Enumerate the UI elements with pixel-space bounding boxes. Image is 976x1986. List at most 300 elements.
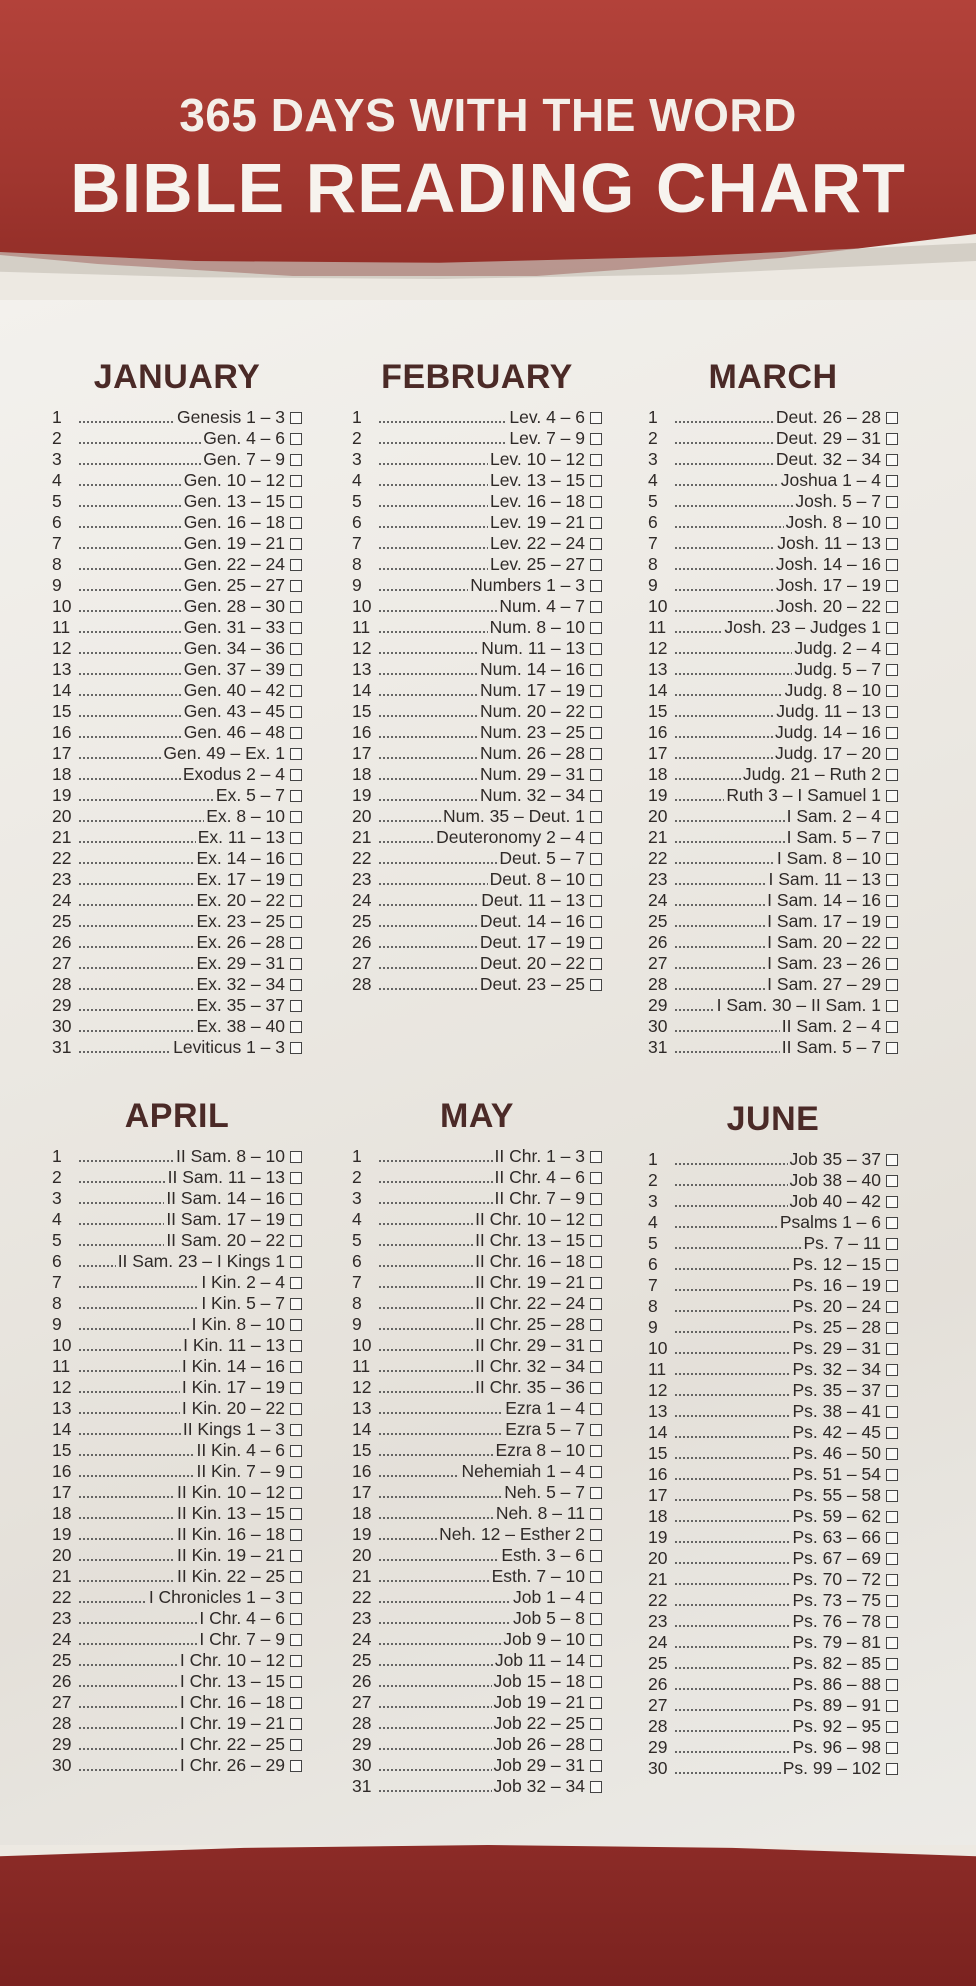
completion-checkbox[interactable]: [886, 1679, 898, 1691]
day-number: 6: [352, 512, 362, 532]
completion-checkbox[interactable]: [886, 538, 898, 550]
reading-row: [52, 1629, 302, 1650]
scripture-reference: Ex. 26 – 28: [196, 932, 285, 952]
day-number: 2: [648, 1170, 658, 1190]
completion-checkbox[interactable]: [290, 1000, 302, 1012]
completion-checkbox[interactable]: [290, 1529, 302, 1541]
scripture-reference: I Sam. 11 – 13: [768, 869, 881, 889]
completion-checkbox[interactable]: [886, 475, 898, 487]
completion-checkbox[interactable]: [590, 769, 602, 781]
completion-checkbox[interactable]: [590, 937, 602, 949]
completion-checkbox[interactable]: [590, 1550, 602, 1562]
completion-checkbox[interactable]: [590, 1676, 602, 1688]
scripture-reference: I Sam. 23 – 26: [767, 953, 881, 973]
day-number: 1: [352, 407, 362, 427]
completion-checkbox[interactable]: [290, 1042, 302, 1054]
completion-checkbox[interactable]: [290, 811, 302, 823]
completion-checkbox[interactable]: [886, 1217, 898, 1229]
reading-row: [648, 1569, 898, 1590]
completion-checkbox[interactable]: [290, 916, 302, 928]
completion-checkbox[interactable]: [886, 433, 898, 445]
completion-checkbox[interactable]: [886, 874, 898, 886]
scripture-reference: Ps. 67 – 69: [792, 1548, 881, 1568]
completion-checkbox[interactable]: [290, 832, 302, 844]
completion-checkbox[interactable]: [590, 706, 602, 718]
reading-row: [352, 1776, 602, 1797]
completion-checkbox[interactable]: [290, 727, 302, 739]
scripture-reference: Judg. 11 – 13: [776, 701, 881, 721]
day-number: 5: [52, 491, 62, 511]
completion-checkbox[interactable]: [290, 559, 302, 571]
scripture-reference: Deut. 14 – 16: [479, 911, 585, 931]
day-number: 3: [352, 449, 362, 469]
completion-checkbox[interactable]: [590, 1739, 602, 1751]
completion-checkbox[interactable]: [590, 1718, 602, 1730]
completion-checkbox[interactable]: [886, 1721, 898, 1733]
completion-checkbox[interactable]: [886, 1742, 898, 1754]
reading-row: [52, 932, 302, 953]
reading-row: [52, 1356, 302, 1377]
day-number: 16: [52, 1461, 72, 1481]
completion-checkbox[interactable]: [886, 1042, 898, 1054]
day-number: 1: [648, 1149, 658, 1169]
completion-checkbox[interactable]: [590, 748, 602, 760]
dot-leader: [674, 925, 765, 927]
completion-checkbox[interactable]: [886, 1700, 898, 1712]
completion-checkbox[interactable]: [590, 832, 602, 844]
completion-checkbox[interactable]: [886, 1595, 898, 1607]
completion-checkbox[interactable]: [590, 1781, 602, 1793]
reading-row: [352, 1293, 602, 1314]
day-number: 19: [352, 1524, 372, 1544]
day-number: 6: [648, 512, 658, 532]
completion-checkbox[interactable]: [290, 517, 302, 529]
day-number: 22: [52, 848, 72, 868]
completion-checkbox[interactable]: [290, 1739, 302, 1751]
day-number: 7: [352, 1272, 362, 1292]
completion-checkbox[interactable]: [290, 1466, 302, 1478]
completion-checkbox[interactable]: [886, 748, 898, 760]
reading-row: [52, 1650, 302, 1671]
reading-row: [352, 491, 602, 512]
completion-checkbox[interactable]: [290, 433, 302, 445]
completion-checkbox[interactable]: [290, 1676, 302, 1688]
reading-row: [52, 995, 302, 1016]
day-number: 19: [52, 785, 72, 805]
completion-checkbox[interactable]: [886, 1469, 898, 1481]
completion-checkbox[interactable]: [886, 1637, 898, 1649]
dot-leader: [78, 1181, 166, 1183]
completion-checkbox[interactable]: [886, 1427, 898, 1439]
scripture-reference: II Kin. 16 – 18: [177, 1524, 285, 1544]
completion-checkbox[interactable]: [590, 580, 602, 592]
day-number: 18: [352, 764, 372, 784]
completion-checkbox[interactable]: [290, 1508, 302, 1520]
reading-row: [52, 743, 302, 764]
reading-row: [352, 1251, 602, 1272]
dot-leader: [378, 841, 434, 843]
completion-checkbox[interactable]: [290, 1445, 302, 1457]
dot-leader: [378, 1433, 503, 1435]
dot-leader: [78, 1265, 116, 1267]
completion-checkbox[interactable]: [290, 1021, 302, 1033]
day-number: 27: [648, 953, 668, 973]
completion-checkbox[interactable]: [290, 1697, 302, 1709]
reading-row: [352, 869, 602, 890]
scripture-reference: Lev. 13 – 15: [489, 470, 585, 490]
completion-checkbox[interactable]: [590, 475, 602, 487]
completion-checkbox[interactable]: [886, 1238, 898, 1250]
dot-leader: [378, 1328, 473, 1330]
day-number: 7: [52, 533, 62, 553]
completion-checkbox[interactable]: [886, 454, 898, 466]
scripture-reference: Ex. 38 – 40: [196, 1016, 285, 1036]
completion-checkbox[interactable]: [886, 496, 898, 508]
completion-checkbox[interactable]: [886, 1574, 898, 1586]
scripture-reference: Judg. 5 – 7: [794, 659, 881, 679]
completion-checkbox[interactable]: [886, 559, 898, 571]
completion-checkbox[interactable]: [590, 538, 602, 550]
completion-checkbox[interactable]: [590, 1529, 602, 1541]
completion-checkbox[interactable]: [590, 1655, 602, 1667]
completion-checkbox[interactable]: [886, 916, 898, 928]
completion-checkbox[interactable]: [290, 643, 302, 655]
completion-checkbox[interactable]: [290, 1340, 302, 1352]
completion-checkbox[interactable]: [290, 1193, 302, 1205]
day-number: 8: [648, 554, 658, 574]
scripture-reference: I Sam. 5 – 7: [786, 827, 881, 847]
completion-checkbox[interactable]: [590, 853, 602, 865]
completion-checkbox[interactable]: [590, 1445, 602, 1457]
day-number: 17: [648, 743, 668, 763]
completion-checkbox[interactable]: [290, 1592, 302, 1604]
completion-checkbox[interactable]: [590, 874, 602, 886]
completion-checkbox[interactable]: [290, 1634, 302, 1646]
reading-row: [52, 785, 302, 806]
completion-checkbox[interactable]: [886, 958, 898, 970]
completion-checkbox[interactable]: [886, 1021, 898, 1033]
completion-checkbox[interactable]: [590, 1214, 602, 1226]
scripture-reference: Job 5 – 8: [513, 1608, 585, 1628]
scripture-reference: Josh. 11 – 13: [777, 533, 881, 553]
completion-checkbox[interactable]: [886, 412, 898, 424]
reading-row: [352, 1188, 602, 1209]
scripture-reference: Ps. 63 – 66: [792, 1527, 881, 1547]
completion-checkbox[interactable]: [886, 1406, 898, 1418]
completion-checkbox[interactable]: [886, 622, 898, 634]
reading-row: [52, 1016, 302, 1037]
dot-leader: [378, 526, 488, 528]
completion-checkbox[interactable]: [886, 1616, 898, 1628]
completion-checkbox[interactable]: [290, 580, 302, 592]
completion-checkbox[interactable]: [290, 1571, 302, 1583]
completion-checkbox[interactable]: [886, 1364, 898, 1376]
reading-row: [352, 1398, 602, 1419]
completion-checkbox[interactable]: [590, 1172, 602, 1184]
completion-checkbox[interactable]: [886, 937, 898, 949]
reading-row: [648, 1632, 898, 1653]
completion-checkbox[interactable]: [290, 1655, 302, 1667]
completion-checkbox[interactable]: [290, 1256, 302, 1268]
completion-checkbox[interactable]: [886, 1532, 898, 1544]
completion-checkbox[interactable]: [590, 1193, 602, 1205]
completion-checkbox[interactable]: [290, 1151, 302, 1163]
day-number: 16: [52, 722, 72, 742]
completion-checkbox[interactable]: [590, 916, 602, 928]
completion-checkbox[interactable]: [886, 979, 898, 991]
month-title: MARCH: [708, 358, 838, 396]
reading-row: [352, 1230, 602, 1251]
completion-checkbox[interactable]: [886, 643, 898, 655]
completion-checkbox[interactable]: [590, 1382, 602, 1394]
day-number: 20: [352, 1545, 372, 1565]
completion-checkbox[interactable]: [290, 1214, 302, 1226]
scripture-reference: I Chr. 19 – 21: [179, 1713, 285, 1733]
day-number: 19: [352, 785, 372, 805]
completion-checkbox[interactable]: [886, 832, 898, 844]
dot-leader: [378, 568, 488, 570]
completion-checkbox[interactable]: [590, 1340, 602, 1352]
completion-checkbox[interactable]: [886, 1280, 898, 1292]
reading-row: [352, 974, 602, 995]
scripture-reference: Gen. 7 – 9: [203, 449, 285, 469]
completion-checkbox[interactable]: [290, 1550, 302, 1562]
completion-checkbox[interactable]: [290, 853, 302, 865]
day-number: 20: [648, 806, 668, 826]
completion-checkbox[interactable]: [886, 706, 898, 718]
completion-checkbox[interactable]: [290, 496, 302, 508]
day-number: 15: [52, 701, 72, 721]
dot-leader: [674, 568, 774, 570]
completion-checkbox[interactable]: [886, 811, 898, 823]
completion-checkbox[interactable]: [290, 1613, 302, 1625]
completion-checkbox[interactable]: [886, 1658, 898, 1670]
completion-checkbox[interactable]: [590, 643, 602, 655]
scripture-reference: Gen. 22 – 24: [183, 554, 285, 574]
completion-checkbox[interactable]: [590, 1592, 602, 1604]
completion-checkbox[interactable]: [290, 1424, 302, 1436]
day-number: 13: [648, 1401, 668, 1421]
completion-checkbox[interactable]: [290, 1298, 302, 1310]
completion-checkbox[interactable]: [590, 1508, 602, 1520]
scripture-reference: II Sam. 11 – 13: [167, 1167, 285, 1187]
completion-checkbox[interactable]: [886, 664, 898, 676]
completion-checkbox[interactable]: [290, 979, 302, 991]
completion-checkbox[interactable]: [886, 1490, 898, 1502]
completion-checkbox[interactable]: [290, 769, 302, 781]
completion-checkbox[interactable]: [590, 1697, 602, 1709]
completion-checkbox[interactable]: [886, 1385, 898, 1397]
completion-checkbox[interactable]: [590, 433, 602, 445]
completion-checkbox[interactable]: [590, 1151, 602, 1163]
scripture-reference: Num. 4 – 7: [499, 596, 585, 616]
day-number: 11: [352, 617, 371, 637]
day-number: 31: [352, 1776, 372, 1796]
completion-checkbox[interactable]: [590, 727, 602, 739]
reading-row: [648, 1737, 898, 1758]
completion-checkbox[interactable]: [290, 664, 302, 676]
reading-row: [352, 512, 602, 533]
completion-checkbox[interactable]: [886, 1448, 898, 1460]
completion-checkbox[interactable]: [590, 1298, 602, 1310]
completion-checkbox[interactable]: [886, 1175, 898, 1187]
completion-checkbox[interactable]: [590, 454, 602, 466]
completion-checkbox[interactable]: [886, 685, 898, 697]
completion-checkbox[interactable]: [290, 412, 302, 424]
completion-checkbox[interactable]: [290, 706, 302, 718]
dot-leader: [674, 988, 765, 990]
completion-checkbox[interactable]: [290, 1235, 302, 1247]
completion-checkbox[interactable]: [290, 1277, 302, 1289]
dot-leader: [78, 1706, 178, 1708]
completion-checkbox[interactable]: [290, 685, 302, 697]
day-number: 11: [352, 1356, 371, 1376]
completion-checkbox[interactable]: [590, 1487, 602, 1499]
completion-checkbox[interactable]: [590, 601, 602, 613]
dot-leader: [78, 1538, 175, 1540]
completion-checkbox[interactable]: [290, 874, 302, 886]
scripture-reference: I Sam. 27 – 29: [767, 974, 881, 994]
reading-row: [52, 1293, 302, 1314]
completion-checkbox[interactable]: [290, 1760, 302, 1772]
completion-checkbox[interactable]: [590, 790, 602, 802]
day-number: 12: [52, 638, 72, 658]
completion-checkbox[interactable]: [590, 1256, 602, 1268]
dot-leader: [674, 1268, 790, 1270]
completion-checkbox[interactable]: [590, 1466, 602, 1478]
reading-row: [52, 911, 302, 932]
scripture-reference: II Chr. 19 – 21: [475, 1272, 585, 1292]
dot-leader: [674, 1478, 790, 1480]
completion-checkbox[interactable]: [886, 1301, 898, 1313]
completion-checkbox[interactable]: [590, 1403, 602, 1415]
day-number: 14: [52, 1419, 72, 1439]
completion-checkbox[interactable]: [886, 1343, 898, 1355]
reading-row: [52, 1692, 302, 1713]
scripture-reference: Esth. 7 – 10: [491, 1566, 585, 1586]
day-number: 4: [52, 1209, 62, 1229]
scripture-reference: II Chr. 7 – 9: [494, 1188, 585, 1208]
reading-row: [52, 1440, 302, 1461]
scripture-reference: II Kin. 19 – 21: [177, 1545, 285, 1565]
completion-checkbox[interactable]: [290, 1172, 302, 1184]
completion-checkbox[interactable]: [886, 580, 898, 592]
completion-checkbox[interactable]: [886, 790, 898, 802]
completion-checkbox[interactable]: [290, 1361, 302, 1373]
completion-checkbox[interactable]: [590, 1760, 602, 1772]
completion-checkbox[interactable]: [590, 958, 602, 970]
completion-checkbox[interactable]: [290, 538, 302, 550]
completion-checkbox[interactable]: [886, 727, 898, 739]
completion-checkbox[interactable]: [590, 1235, 602, 1247]
day-number: 10: [52, 1335, 72, 1355]
dot-leader: [78, 715, 182, 717]
completion-checkbox[interactable]: [886, 1000, 898, 1012]
completion-checkbox[interactable]: [290, 790, 302, 802]
completion-checkbox[interactable]: [290, 622, 302, 634]
day-number: 21: [52, 827, 72, 847]
completion-checkbox[interactable]: [590, 1319, 602, 1331]
completion-checkbox[interactable]: [290, 454, 302, 466]
completion-checkbox[interactable]: [590, 517, 602, 529]
completion-checkbox[interactable]: [590, 1277, 602, 1289]
completion-checkbox[interactable]: [290, 475, 302, 487]
completion-checkbox[interactable]: [886, 1763, 898, 1775]
dot-leader: [78, 1286, 199, 1288]
completion-checkbox[interactable]: [886, 853, 898, 865]
day-number: 22: [52, 1587, 72, 1607]
completion-checkbox[interactable]: [590, 664, 602, 676]
completion-checkbox[interactable]: [290, 601, 302, 613]
completion-checkbox[interactable]: [886, 1154, 898, 1166]
completion-checkbox[interactable]: [590, 1424, 602, 1436]
completion-checkbox[interactable]: [886, 1259, 898, 1271]
completion-checkbox[interactable]: [290, 958, 302, 970]
completion-checkbox[interactable]: [590, 1613, 602, 1625]
completion-checkbox[interactable]: [290, 1382, 302, 1394]
completion-checkbox[interactable]: [290, 1487, 302, 1499]
completion-checkbox[interactable]: [290, 1718, 302, 1730]
reading-row: [648, 1016, 898, 1037]
completion-checkbox[interactable]: [590, 1361, 602, 1373]
reading-row: [648, 638, 898, 659]
completion-checkbox[interactable]: [886, 601, 898, 613]
day-number: 4: [352, 470, 362, 490]
completion-checkbox[interactable]: [590, 1634, 602, 1646]
reading-row: [52, 1037, 302, 1058]
scripture-reference: I Chr. 4 – 6: [199, 1608, 285, 1628]
day-number: 26: [352, 932, 372, 952]
scripture-reference: Num. 26 – 28: [479, 743, 585, 763]
completion-checkbox[interactable]: [590, 895, 602, 907]
chart-subtitle: 365 DAYS WITH THE WORD: [179, 89, 797, 141]
completion-checkbox[interactable]: [290, 1319, 302, 1331]
completion-checkbox[interactable]: [290, 895, 302, 907]
reading-row: [648, 911, 898, 932]
completion-checkbox[interactable]: [886, 1511, 898, 1523]
dot-leader: [674, 1226, 778, 1228]
completion-checkbox[interactable]: [590, 979, 602, 991]
completion-checkbox[interactable]: [590, 496, 602, 508]
completion-checkbox[interactable]: [290, 1403, 302, 1415]
scripture-reference: Ps. 82 – 85: [792, 1653, 881, 1673]
scripture-reference: I Sam. 2 – 4: [786, 806, 881, 826]
day-number: 7: [648, 1275, 658, 1295]
completion-checkbox[interactable]: [886, 769, 898, 781]
completion-checkbox[interactable]: [886, 1196, 898, 1208]
completion-checkbox[interactable]: [886, 895, 898, 907]
completion-checkbox[interactable]: [590, 622, 602, 634]
completion-checkbox[interactable]: [886, 1322, 898, 1334]
completion-checkbox[interactable]: [290, 748, 302, 760]
completion-checkbox[interactable]: [886, 1553, 898, 1565]
completion-checkbox[interactable]: [590, 685, 602, 697]
scripture-reference: II Chr. 13 – 15: [475, 1230, 585, 1250]
completion-checkbox[interactable]: [290, 937, 302, 949]
completion-checkbox[interactable]: [590, 1571, 602, 1583]
completion-checkbox[interactable]: [886, 517, 898, 529]
dot-leader: [674, 841, 785, 843]
scripture-reference: II Sam. 14 – 16: [166, 1188, 285, 1208]
scripture-reference: Deut. 11 – 13: [481, 890, 585, 910]
completion-checkbox[interactable]: [590, 559, 602, 571]
reading-row: [648, 1758, 898, 1779]
scripture-reference: II Sam. 17 – 19: [166, 1209, 285, 1229]
completion-checkbox[interactable]: [590, 412, 602, 424]
scripture-reference: II Kin. 13 – 15: [177, 1503, 285, 1523]
completion-checkbox[interactable]: [590, 811, 602, 823]
dot-leader: [674, 589, 774, 591]
